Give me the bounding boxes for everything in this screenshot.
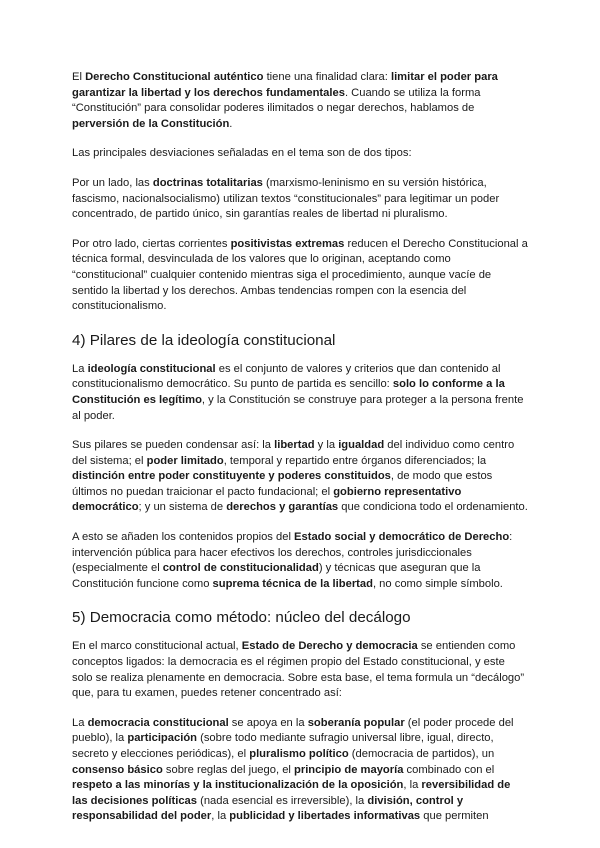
text-run: (sobre todo mediante sufragio universal libre, igual, directo, secreto y elecciones periódicas), el: [72, 732, 494, 760]
text-run: ; y un sistema de: [138, 501, 227, 514]
text-run: , y la Constitución se construye para proteger a la persona frente al poder.: [72, 393, 524, 422]
bold-text: poder limitado: [146, 454, 224, 467]
bold-text: libertad: [274, 439, 315, 452]
bold-text: respeto a las minorías y la institucionalización de la oposición: [72, 779, 404, 792]
paragraph: [72, 438, 528, 516]
bold-text: ideología constitucional: [87, 362, 216, 375]
text-run: se entienden como conceptos ligados: la democracia es el régimen propio del Estado constitucional, y este solo se realiza plenamente en democracia. Sobre esta base, el tema formula un “decálogo” que, para tu examen, puedes retener concentrado así:: [72, 640, 525, 700]
text-run: El: [72, 71, 86, 83]
paragraph: [72, 237, 528, 315]
bold-text: Estado de Derecho y democracia: [241, 640, 418, 653]
text-run: (democracia de partidos), un: [348, 748, 495, 760]
bold-text: suprema técnica de la libertad: [212, 577, 373, 590]
text-run: . Cuando se utiliza la forma “Constitución” para consolidar poderes ilimitados o negar derechos, hablamos de: [72, 86, 481, 115]
text-run: En el marco constitucional actual,: [72, 640, 242, 653]
text-run: es el conjunto de valores y criterios que dan contenido al constitucionalismo democrático. Su punto de partida es sencillo:: [72, 362, 501, 391]
text-run: Por un lado, las: [72, 176, 153, 189]
text-run: .: [229, 117, 233, 130]
text-run: A esto se añaden los contenidos propios del: [72, 531, 295, 544]
bold-text: participación: [127, 732, 197, 745]
text-run: La: [72, 716, 88, 729]
bold-text: derechos y garantías: [226, 501, 339, 514]
text-run: que permiten: [420, 810, 489, 823]
text-run: (nada esencial es irreversible), la: [196, 794, 368, 807]
text-run: reducen el Derecho Constitucional a técnica formal, desvinculada de los valores que lo originan, aceptando como “constitucional” cualquier contenido mientras siga el procedimiento, aunque vacíe de sentido la libertad y los derechos. Ambas tendencias rompen con la esencia del constitucionalismo.: [72, 237, 528, 313]
intro-section: [72, 70, 528, 315]
section-heading-4: 4) Pilares de la ideología constitucional: [72, 331, 336, 349]
text-run: , la: [403, 779, 422, 792]
text-run: (marxismo-leninismo en su versión histórica, fascismo, nacionalsocialismo) utilizan textos “constitucionales” para legitimar un poder concentrado, de partido único, sin garantías reales de libertad ni pluralismo.: [72, 176, 500, 221]
bold-text: soberanía popular: [307, 716, 405, 729]
text-run: que condiciona todo el ordenamiento.: [338, 501, 528, 514]
bold-text: reversibilidad de las decisiones políticas: [72, 779, 511, 807]
bold-text: publicidad y libertades informativas: [229, 810, 421, 823]
bold-text: gobierno representativo democrático: [72, 485, 462, 514]
bold-text: pluralismo político: [249, 748, 349, 760]
bold-text: solo lo conforme a la Constitución es legítimo: [72, 378, 505, 406]
text-run: tiene una finalidad clara:: [263, 71, 391, 83]
bold-text: Estado social y democrático de Derecho: [294, 531, 510, 544]
bold-text: limitar el poder para garantizar la libertad y los derechos fundamentales: [72, 71, 498, 99]
bold-text: división, control y responsabilidad del poder: [72, 794, 464, 823]
text-run: Por otro lado, ciertas corrientes: [72, 237, 231, 250]
paragraph: [72, 530, 528, 592]
section-5: [72, 639, 528, 825]
text-run: ) y técnicas que aseguran que la Constitución funcione como: [72, 562, 481, 590]
paragraph: [72, 639, 528, 701]
text-run: , de modo que estos últimos no puedan traicionar el pacto fundacional; el: [72, 470, 493, 498]
text-run: combinado con el: [403, 763, 495, 776]
bold-text: distinción entre poder constituyente y poderes constituidos: [72, 470, 391, 483]
section-4: [72, 362, 528, 593]
bold-text: consenso básico: [72, 763, 163, 776]
paragraph: [72, 146, 528, 162]
bold-text: igualdad: [338, 439, 385, 452]
bold-text: doctrinas totalitarias: [152, 176, 263, 189]
text-run: Sus pilares se pueden condensar así: la: [72, 439, 275, 452]
text-run: , no como simple símbolo.: [372, 577, 503, 590]
text-run: , temporal y repartido entre órganos diferenciados; la: [223, 454, 487, 467]
text-run: La: [72, 362, 88, 375]
text-run: sobre reglas del juego, el: [162, 763, 295, 776]
bold-text: Derecho Constitucional auténtico: [85, 71, 264, 83]
text-run: y la: [314, 439, 339, 452]
text-run: , la: [211, 810, 230, 823]
text-run: del individuo como centro del sistema; el: [72, 439, 515, 467]
bold-text: control de constitucionalidad: [162, 562, 319, 575]
bold-text: positivistas extremas: [230, 237, 345, 250]
paragraph: [72, 362, 528, 424]
text-run: se apoya en la: [228, 716, 308, 729]
text-run: Las principales desviaciones señaladas en el tema son de dos tipos:: [72, 147, 412, 160]
text-run: : intervención pública para hacer efectivos los derechos, controles jurisdiccionales (especialmente el: [72, 531, 513, 575]
section-heading-5: 5) Democracia como método: núcleo del decálogo: [72, 609, 411, 627]
bold-text: democracia constitucional: [87, 716, 229, 729]
paragraph: [72, 716, 528, 825]
paragraph: [72, 176, 528, 223]
bold-text: perversión de la Constitución: [72, 117, 230, 130]
text-run: (el poder procede del pueblo), la: [72, 716, 514, 745]
paragraph: [72, 70, 528, 132]
bold-text: principio de mayoría: [294, 763, 404, 776]
